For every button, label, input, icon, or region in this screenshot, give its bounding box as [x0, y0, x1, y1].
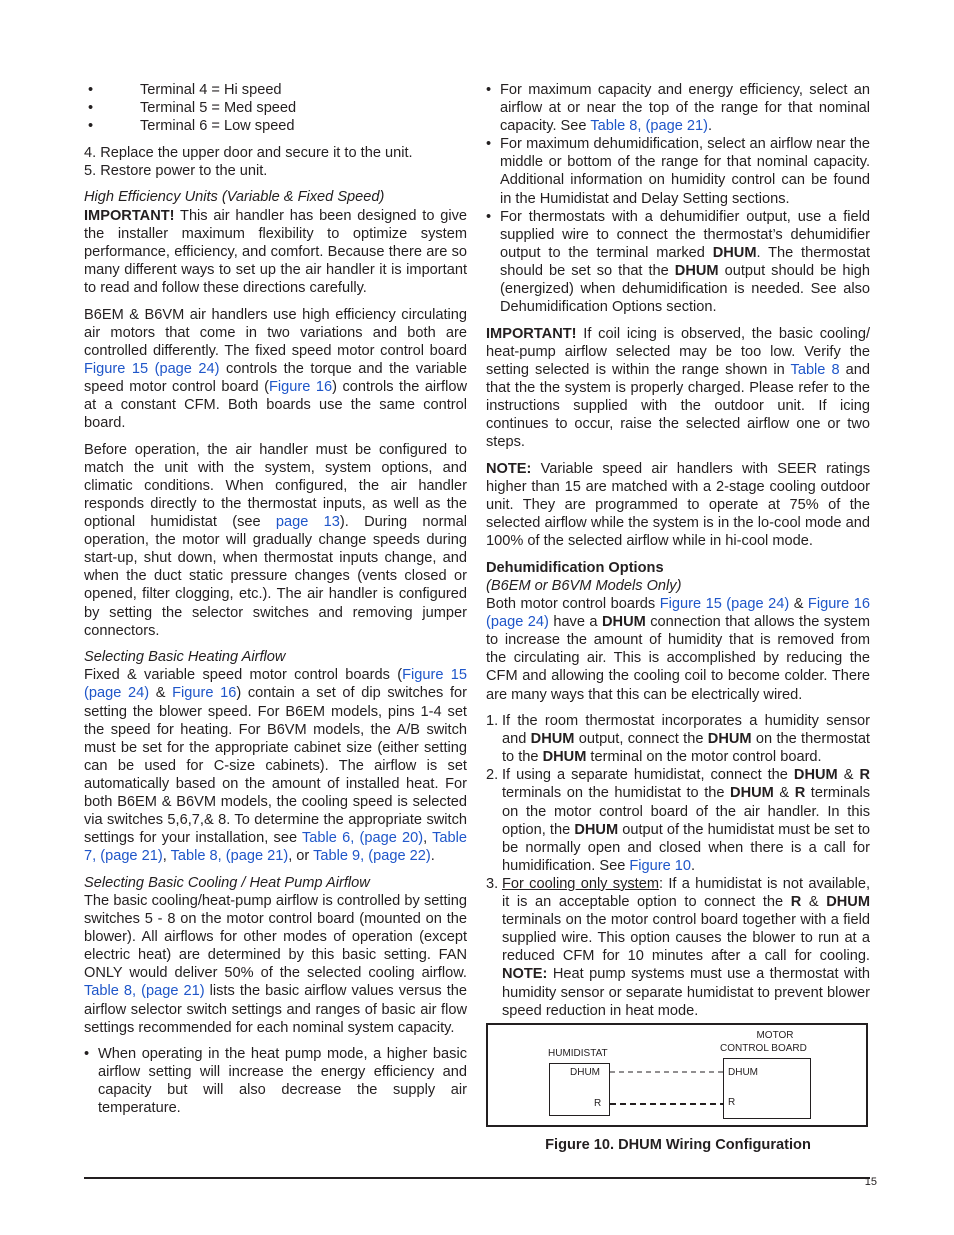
numbered-item: 2. If using a separate humidistat, connect the DHUM & R terminals on the humidistat to the DHUM & R terminals on the motor control board of the air handler. In this option, the DHUM output of the humidistat must be set to be normally open and closed when there is a call for humidification. See Figure 10.	[486, 767, 871, 874]
list-item: • Terminal 5 = Med speed	[88, 100, 297, 117]
figure-link[interactable]: Figure 10	[629, 857, 692, 874]
paragraph: The basic cooling/heat-pump airflow is controlled by setting switches 5 - 8 on the motor control board (mounted on the blower). All airflows for other modes of operation (except electric heat) are determined by this basic setting. FAN ONLY would deliver 50% of the selected cooling airflow. Table 8, (page 21) lists the basic airflow values versus the airflow selector switch settings and ranges of basic air flow settings recommended for each nominal system capacity.	[84, 892, 468, 1036]
wire-lines	[488, 1025, 866, 1125]
terminal-label: R	[594, 1098, 602, 1109]
paragraph: Before operation, the air handler must be configured to match the unit with the system, system options, and climatic conditions. When configured, the air handler responds directly to the thermostat inputs, as well as the optional humidistat (see page 13). During normal operation, the motor will gradually change speeds during start-up, shut down, when thermostat inputs change, and when the duct static pressure changes (vents closed or opened, filter clogging, etc.). The air handler is configured by setting the selector switches and removing jumper connectors.	[84, 441, 468, 639]
figure-link[interactable]: Figure 15 (page 24)	[84, 667, 467, 702]
wiring-diagram	[486, 1023, 868, 1127]
table-link[interactable]: Table 8, (page 21)	[84, 983, 205, 1000]
paragraph: NOTE: Variable speed air handlers with SEER ratings higher than 15 are matched with a 2-stage cooling outdoor unit. They are programmed to operate at 75% of the selected airflow while the system is in the lo-cool mode and 100% of the selected airflow while in hi-cool mode.	[486, 460, 870, 550]
list-item: • For maximum dehumidification, select an airflow near the middle or bottom of the range for that nominal capacity. Additional information on humidity control can be found in the Humidistat and Delay Setting sections.	[486, 136, 870, 207]
paragraph: B6EM & B6VM air handlers use high efficiency circulating air motors that come in two variations and both are controlled differently. The fixed speed motor control board Figure 15 (page 24) controls the torque and the variable speed motor control board (Figure 16) controls the airflow at a constant CFM. Both boards use the same control board.	[84, 306, 467, 432]
figure-link[interactable]: Figure 15 (page 24)	[659, 596, 790, 613]
table-link[interactable]: Table 7, (page 21)	[84, 830, 467, 865]
section-subheading: (B6EM or B6VM Models Only)	[486, 577, 682, 594]
list-item: • Terminal 4 = Hi speed	[88, 82, 282, 98]
list-item: • Terminal 6 = Low speed	[88, 118, 295, 135]
figure-link[interactable]: Figure 16 (page 24)	[486, 596, 871, 631]
figure-link[interactable]: Figure 15 (page 24)	[84, 360, 220, 377]
table-link[interactable]: Table 9, (page 22)	[313, 848, 431, 865]
list-item: • For maximum capacity and energy efficiency, select an airflow at or near the top of the range for that nominal capacity. See Table 8, (page 21).	[486, 82, 870, 135]
table-link[interactable]: Table 8, (page 21)	[170, 848, 289, 865]
paragraph: IMPORTANT! If coil icing is observed, the basic cooling/ heat-pump airflow selected may be too low. Verify the setting selected is within the range shown in Table 8 and that the the system is properly charged. Please refer to the instructions supplied with the outdoor unit. If icing continues to occur, raise the selected airflow one or two steps.	[486, 325, 870, 451]
board-label: CONTROL BOARD	[720, 1043, 807, 1054]
section-heading: Selecting Basic Cooling / Heat Pump Airflow	[84, 874, 370, 891]
list-item: • For thermostats with a dehumidifier output, use a field supplied wire to connect the thermostat’s dehumidifier output to the terminal marked DHUM. The thermostat should be set so that the DHUM output should be high (energized) when dehumidification is needed. See also Dehumidification Options section.	[486, 208, 871, 316]
terminal-label: DHUM	[728, 1067, 758, 1078]
right-column	[486, 81, 870, 1020]
figure-link[interactable]: Figure 16	[269, 378, 333, 395]
table-link[interactable]: Table 6, (page 20)	[302, 830, 424, 847]
list-item: • When operating in the heat pump mode, a higher basic airflow setting will increase the energy efficiency and capacity but will also decrease the supply air temperature.	[84, 1046, 467, 1117]
terminal-label: DHUM	[570, 1067, 600, 1078]
footer-rule	[84, 1177, 870, 1179]
humidistat-label: HUMIDISTAT	[548, 1048, 608, 1059]
page-number: 15	[864, 1176, 877, 1188]
left-column	[84, 81, 467, 1118]
table-link[interactable]: Table 8	[790, 361, 840, 378]
numbered-item: 1. If the room thermostat incorporates a humidity sensor and DHUM output, connect the DHUM on the thermostat to the DHUM terminal on the motor control board.	[486, 713, 870, 766]
figure-link[interactable]: Figure 16	[172, 685, 237, 702]
terminal-label: R	[728, 1097, 736, 1108]
paragraph: Fixed & variable speed motor control boards (Figure 15 (page 24) & Figure 16) contain a set of dip switches for setting the blower speed. For B6EM models, pins 1-4 set the speed for heating. For B6VM models, the A/B switch must be set for the appropriate cabinet size (either setting can be used for C-size cabinets). The airflow is set automatically based on the amount of installed heat. For both B6EM & B6VM models, the cooling speed is selected via switches 5,6,7,& 8. To determine the appropriate switch settings for your installation, see Table 6, (page 20), Table 7, (page 21), Table 8, (page 21), or Table 9, (page 22).	[84, 667, 467, 865]
page-link[interactable]: page 13	[275, 514, 340, 531]
section-heading: High Efficiency Units (Variable & Fixed Speed)	[84, 189, 385, 206]
step-5: 5. Restore power to the unit.	[84, 162, 268, 179]
section-heading: Dehumidification Options	[486, 559, 664, 576]
numbered-item: 3. For cooling only system: If a humidistat is not available, it is an acceptable option to connect the R & DHUM terminals on the motor control board together with a field supplied wire. This option causes the blower to run at a reduced CFM for 10 minutes after a call for cooling. NOTE: Heat pump systems must use a thermostat with humidity sensor or separate humidistat to prevent blower speed reduction in heat mode.	[486, 875, 871, 1019]
table-link[interactable]: Table 8, (page 21)	[590, 118, 708, 135]
paragraph: IMPORTANT! This air handler has been designed to give the installer maximum flexibility to optimize system performance, efficiency, and comfort. Because there are so many different ways to set up the air handler it is important to read and follow these directions carefully.	[84, 207, 467, 296]
step-4: 4. Replace the upper door and secure it to the unit.	[84, 144, 413, 161]
section-heading: Selecting Basic Heating Airflow	[84, 649, 286, 666]
paragraph: Both motor control boards Figure 15 (page 24) & Figure 16 (page 24) have a DHUM connection that allows the system to increase the amount of humidity that is removed from the circulating air. This is accomplished by reducing the CFM and allowing the cooling coil to become colder. There are many ways that this can be electrically wired.	[486, 596, 871, 703]
figure-caption: Figure 10. DHUM Wiring Configuration	[545, 1137, 811, 1153]
board-label: MOTOR	[756, 1030, 794, 1041]
